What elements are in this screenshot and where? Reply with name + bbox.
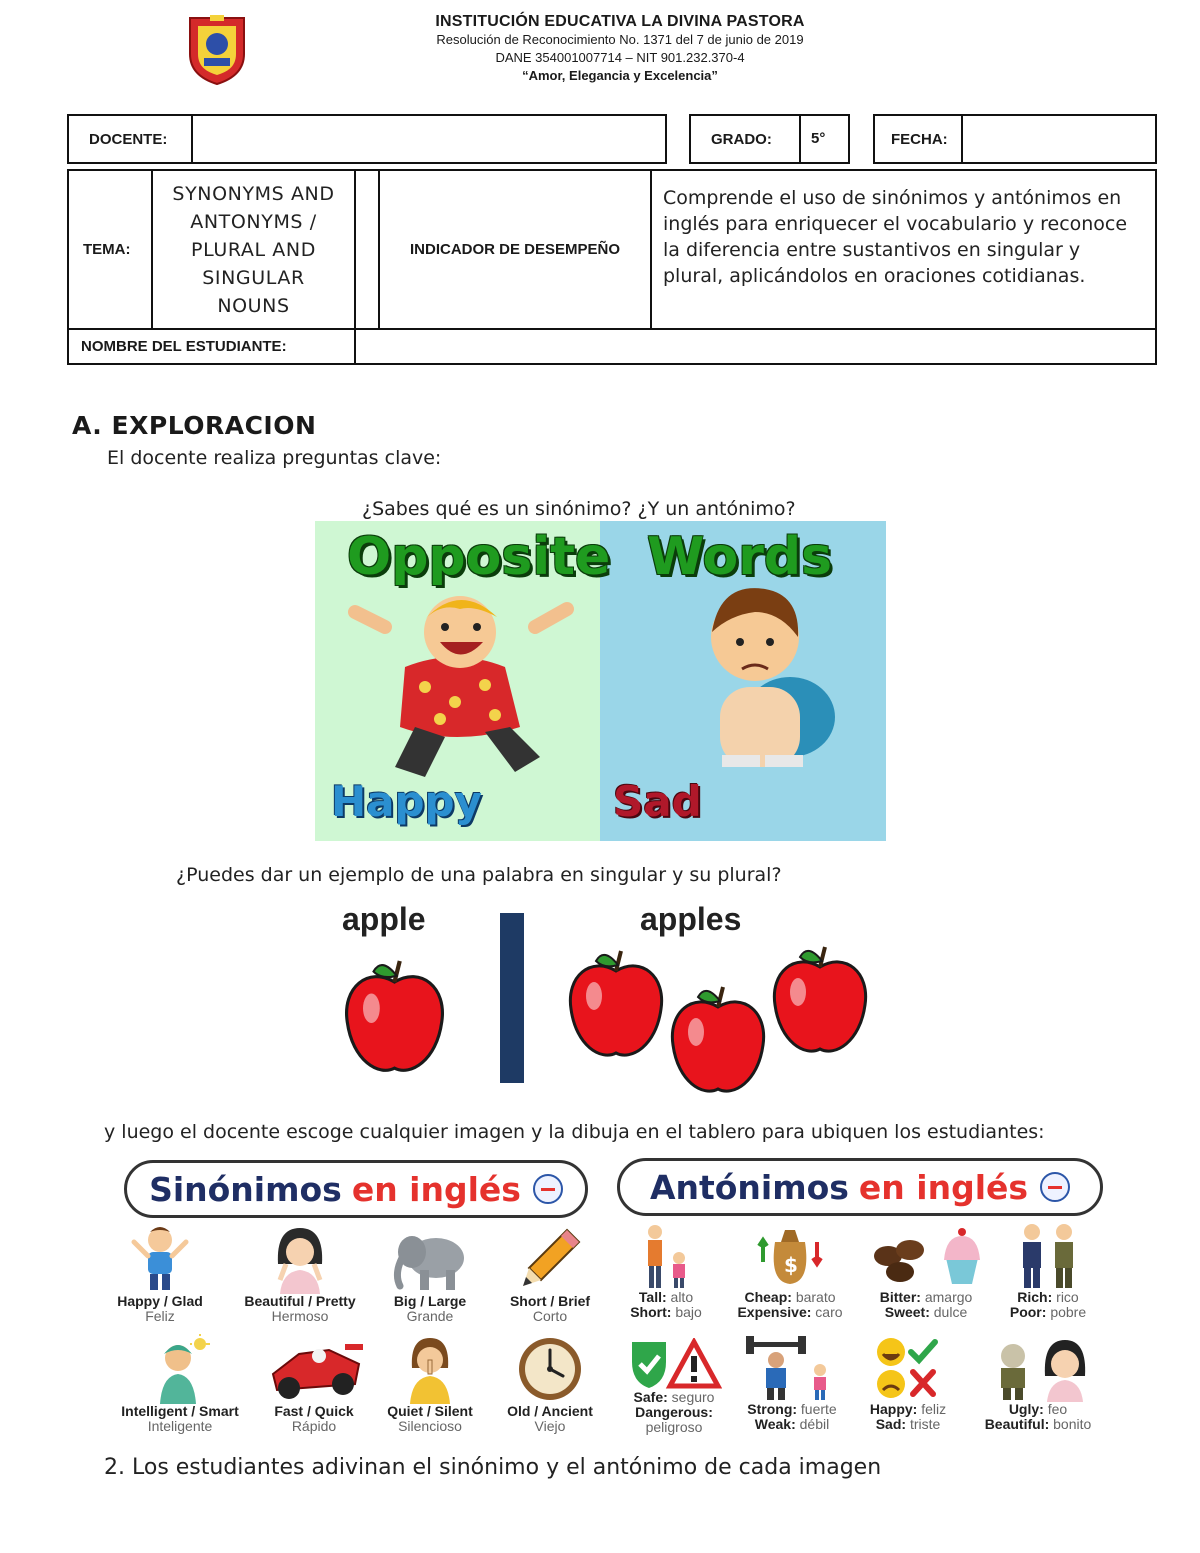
- antonym-word-2: Weak:: [754, 1416, 796, 1432]
- indicador-cell: [650, 169, 1157, 330]
- antonym-line-2: [596, 1305, 736, 1320]
- rich-poor-icon: [1008, 1222, 1088, 1290]
- synonym-english: Fast / Quick: [274, 1403, 354, 1419]
- tema-cell: [151, 169, 356, 330]
- tema-label-cell: [67, 169, 153, 330]
- synonym-english: Beautiful / Pretty: [244, 1293, 356, 1309]
- antonym-line-2: [856, 1305, 996, 1320]
- plural-word: apples: [640, 901, 742, 937]
- singular-word: apple: [342, 901, 426, 937]
- spacer-cell: [354, 169, 380, 330]
- docente-field[interactable]: [191, 114, 667, 164]
- antonym-translation-1: seguro: [671, 1389, 715, 1405]
- antonym-word-2: Beautiful:: [984, 1416, 1050, 1432]
- antonym-line-2: [978, 1305, 1118, 1320]
- antonym-translation-1: fuerte: [800, 1401, 837, 1417]
- synonym-spanish: Hermoso: [271, 1308, 329, 1324]
- synonyms-subtitle: en inglés: [351, 1169, 521, 1209]
- antonym-word-1: Happy:: [869, 1401, 918, 1417]
- antonym-word-2: Poor:: [1009, 1304, 1047, 1320]
- antonym-line-1: [596, 1290, 736, 1305]
- final-instruction: 2. Los estudiantes adivinan el sinónimo y el antónimo de cada imagen: [104, 1455, 882, 1480]
- indicador-value: Comprende el uso de sinónimos y antónimos en inglés para enriquecer el vocabulario y reconoce la diferencia entre sustantivos en singular y plural, aplicándolos en oraciones cotidianas.: [663, 187, 1128, 287]
- apple-icon: [672, 987, 763, 1091]
- antonyms-banner: [617, 1158, 1103, 1216]
- antonym-word-2: Sad:: [875, 1416, 907, 1432]
- indicador-label-cell: [378, 169, 652, 330]
- synonym-spanish: Corto: [532, 1308, 568, 1324]
- antonym-translation-1: alto: [670, 1289, 694, 1305]
- antonym-item: [838, 1336, 978, 1432]
- grado-field[interactable]: [799, 114, 850, 164]
- beautiful-woman-icon: [268, 1224, 332, 1294]
- sad-label: Sad: [613, 777, 702, 826]
- antonym-translation-2: débil: [799, 1416, 830, 1432]
- old-clock-icon: [515, 1334, 585, 1404]
- smart-person-icon: [148, 1334, 212, 1404]
- antonym-word-1: Cheap:: [744, 1289, 792, 1305]
- synonym-item: [230, 1224, 370, 1324]
- opposite-title: Opposite: [347, 527, 611, 587]
- antonym-item: [720, 1222, 860, 1320]
- antonym-translation-2: bonito: [1053, 1416, 1092, 1432]
- school-crest-icon: [186, 14, 248, 86]
- synonym-english: Short / Brief: [509, 1293, 591, 1309]
- synonym-english: Old / Ancient: [507, 1403, 593, 1419]
- synonym-item: [360, 1334, 500, 1434]
- antonym-translation-1: barato: [795, 1289, 836, 1305]
- antonym-word-2: Expensive:: [737, 1304, 812, 1320]
- grado-value: 5°: [811, 130, 826, 147]
- estudiante-label-cell: [67, 328, 356, 365]
- words-title: Words: [647, 527, 833, 587]
- singular-plural-image: [330, 895, 890, 1095]
- happy-kid-icon: [128, 1224, 192, 1294]
- elephant-icon: [390, 1224, 470, 1294]
- happy-boy-icon: [345, 587, 575, 787]
- antonym-line-2: [838, 1417, 978, 1432]
- antonym-translation-2: caro: [815, 1304, 843, 1320]
- opposite-words-image: [315, 521, 886, 841]
- dane-nit-text: DANE 354001007714 – NIT 901.232.370-4: [495, 50, 745, 65]
- pencil-icon: [515, 1224, 585, 1294]
- intro-text: El docente realiza preguntas clave:: [107, 447, 442, 469]
- antonyms-title: Antónimos: [649, 1167, 849, 1207]
- antonym-translation-1: feliz: [921, 1401, 947, 1417]
- synonym-english: Intelligent / Smart: [121, 1403, 239, 1419]
- synonym-spanish: Inteligente: [147, 1418, 213, 1434]
- apple-icon: [774, 947, 865, 1051]
- estudiante-label: NOMBRE DEL ESTUDIANTE:: [81, 338, 287, 355]
- antonym-word-2: Short:: [630, 1304, 672, 1320]
- ugly-beautiful-icon: [983, 1336, 1093, 1402]
- synonym-item: [110, 1334, 250, 1434]
- antonym-translation-2: triste: [909, 1416, 941, 1432]
- svg-text:$: $: [784, 1253, 798, 1277]
- synonym-spanish: Feliz: [145, 1308, 175, 1324]
- antonym-translation-1: feo: [1047, 1401, 1068, 1417]
- synonyms-title: Sinónimos: [149, 1169, 342, 1209]
- apple-icon: [570, 951, 661, 1055]
- antonym-item: [596, 1222, 736, 1320]
- divider-bar: [500, 913, 524, 1083]
- antonym-translation-2: peligroso: [645, 1419, 703, 1435]
- grado-label-cell: [689, 114, 801, 164]
- antonym-translation-2: pobre: [1050, 1304, 1087, 1320]
- docente-label: DOCENTE:: [89, 130, 168, 148]
- docente-label-cell: [67, 114, 193, 164]
- antonym-word-1: Strong:: [747, 1401, 798, 1417]
- coffee-cupcake-icon: [866, 1222, 986, 1290]
- synonym-english: Quiet / Silent: [387, 1403, 473, 1419]
- antonym-word-2: Sweet:: [884, 1304, 930, 1320]
- synonym-item: [90, 1224, 230, 1324]
- antonym-word-1: Rich:: [1017, 1289, 1053, 1305]
- antonym-line-1: [968, 1402, 1108, 1417]
- fecha-label-cell: [873, 114, 963, 164]
- grado-label: GRADO:: [711, 130, 772, 148]
- synonym-spanish: Viejo: [534, 1418, 566, 1434]
- antonym-word-1: Tall:: [638, 1289, 667, 1305]
- antonym-item: [978, 1222, 1118, 1320]
- antonym-line-1: [838, 1402, 978, 1417]
- section-title: A. EXPLORACION: [72, 411, 317, 440]
- tall-short-icon: [631, 1222, 701, 1290]
- antonym-line-2: [968, 1417, 1108, 1432]
- motto-text: “Amor, Elegancia y Excelencia”: [522, 68, 718, 83]
- synonym-spanish: Grande: [406, 1308, 454, 1324]
- strong-weak-icon: [744, 1336, 840, 1402]
- tema-label: TEMA:: [83, 241, 131, 258]
- fecha-field[interactable]: [961, 114, 1157, 164]
- antonyms-subtitle: en inglés: [858, 1167, 1029, 1207]
- indicador-label: INDICADOR DE DESEMPEÑO: [409, 241, 621, 258]
- antonym-translation-2: bajo: [675, 1304, 702, 1320]
- ingles-badge-icon: [533, 1174, 563, 1204]
- institution-name: INSTITUCIÓN EDUCATIVA LA DIVINA PASTORA: [435, 13, 805, 30]
- synonym-english: Happy / Glad: [117, 1293, 203, 1309]
- antonym-translation-1: rico: [1056, 1289, 1079, 1305]
- shield-warning-icon: [626, 1338, 722, 1390]
- race-car-icon: [259, 1334, 369, 1404]
- question-plural: ¿Puedes dar un ejemplo de una palabra en singular y su plural?: [176, 864, 782, 886]
- antonym-line-2: [720, 1305, 860, 1320]
- synonyms-banner: [124, 1160, 588, 1218]
- institution-header: [320, 13, 920, 85]
- happy-label: Happy: [331, 777, 482, 826]
- antonym-word-1: Safe:: [633, 1389, 668, 1405]
- synonym-english: Big / Large: [393, 1293, 467, 1309]
- synonym-item: [360, 1224, 500, 1324]
- antonym-line-1: [978, 1290, 1118, 1305]
- fecha-label: FECHA:: [891, 130, 948, 148]
- happy-sad-emoji-icon: [873, 1336, 943, 1402]
- estudiante-field[interactable]: [354, 328, 1157, 365]
- antonym-line-1: [720, 1290, 860, 1305]
- antonym-item: [856, 1222, 996, 1320]
- apple-icon: [347, 961, 443, 1070]
- silent-person-icon: [398, 1334, 462, 1404]
- antonym-word-1: Bitter:: [879, 1289, 921, 1305]
- antonym-item: [968, 1336, 1108, 1432]
- antonym-line-1: [856, 1290, 996, 1305]
- synonym-spanish: Silencioso: [398, 1418, 462, 1434]
- money-bag-icon: [755, 1222, 825, 1290]
- instruction-text: y luego el docente escoge cualquier imagen y la dibuja en el tablero para ubiquen los estudiantes:: [104, 1121, 1045, 1143]
- antonym-translation-1: amargo: [924, 1289, 973, 1305]
- antonym-word-1: Ugly:: [1008, 1401, 1044, 1417]
- synonym-spanish: Rápido: [291, 1418, 337, 1434]
- resolution-text: Resolución de Reconocimiento No. 1371 del 7 de junio de 2019: [436, 32, 804, 47]
- antonym-word-2: Dangerous:: [635, 1404, 713, 1420]
- sad-boy-icon: [680, 577, 850, 777]
- question-synonyms: ¿Sabes qué es un sinónimo? ¿Y un antónimo?: [362, 498, 796, 520]
- antonym-translation-2: dulce: [933, 1304, 968, 1320]
- tema-value: SYNONYMS AND ANTONYMS / PLURAL AND SINGULAR NOUNS: [172, 182, 335, 317]
- ingles-badge-icon: [1040, 1172, 1070, 1202]
- synonym-item: [480, 1334, 620, 1434]
